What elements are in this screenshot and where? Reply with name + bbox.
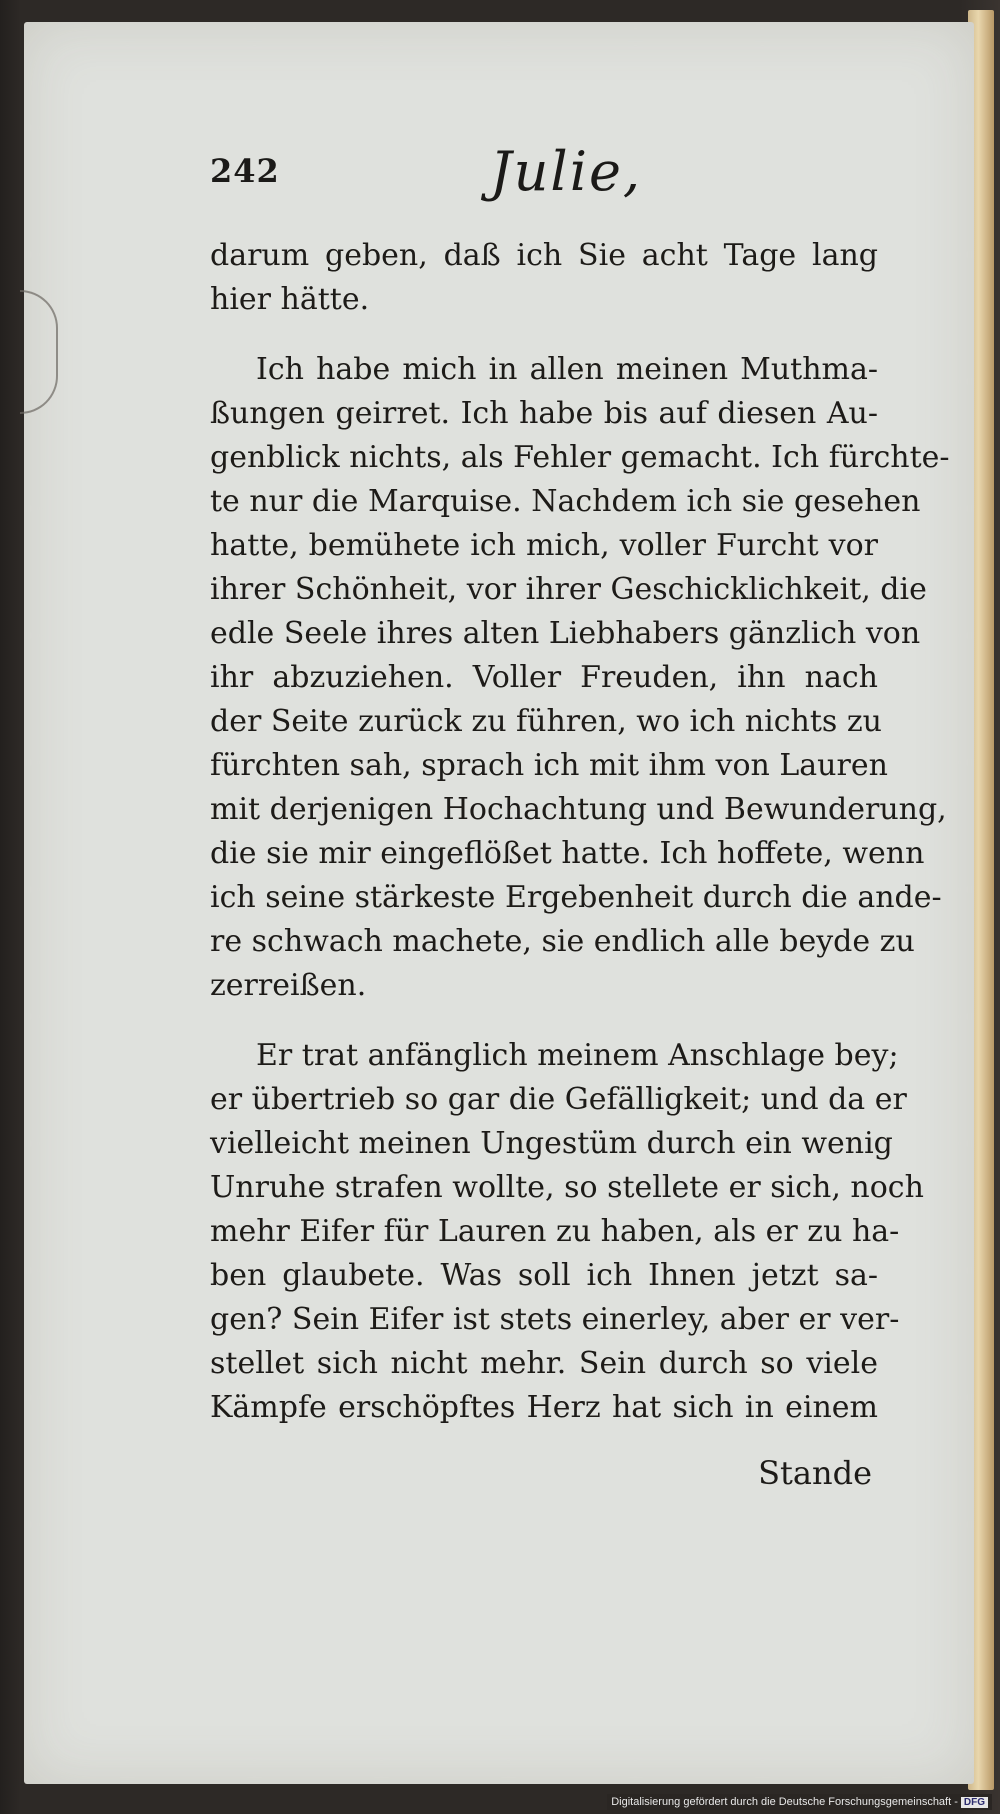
text-line: te nur die Marquise. Nachdem ich sie gesehen [210,484,921,519]
paragraph-2 [210,348,950,1008]
paragraph-1 [210,234,878,322]
text-line: er übertrieb so gar die Gefälligkeit; und da er [210,1082,907,1117]
text-line: edle Seele ihres alten Liebhabers gänzlich von [210,616,921,651]
text-line: Er trat anfänglich meinem Anschlage bey; [256,1038,899,1073]
text-line: vielleicht meinen Ungestüm durch ein wenig [210,1126,893,1161]
running-title: Julie, [490,140,643,203]
text-line: stellet sich nicht mehr. Sein durch so viele [210,1346,878,1381]
text-line: Kämpfe erschöpftes Herz hat sich in einem [210,1390,878,1425]
digitization-credit [607,1794,992,1810]
text-line: ihrer Schönheit, vor ihrer Geschicklichkeit, die [210,572,927,607]
page-number: 242 [210,152,280,190]
text-line: mehr Eifer für Lauren zu haben, als er zu ha- [210,1214,900,1249]
text-line: zerreißen. [210,968,367,1003]
text-line: ßungen geirret. Ich habe bis auf diesen Au- [210,396,878,431]
dfg-logo: DFG [961,1797,988,1808]
text-line: ihr abzuziehen. Voller Freuden, ihn nach [210,660,878,695]
text-line: re schwach machete, sie endlich alle beyde zu [210,924,915,959]
text-line: darum geben, daß ich Sie acht Tage lang [210,238,878,273]
text-line: Unruhe strafen wollte, so stellete er sich, noch [210,1170,924,1205]
page-header [210,140,910,220]
text-line: fürchten sah, sprach ich mit ihm von Lauren [210,748,888,783]
text-line: der Seite zurück zu führen, wo ich nichts zu [210,704,882,739]
text-line: gen? Sein Eifer ist stets einerley, aber er ver- [210,1302,900,1337]
text-line: ben glaubete. Was soll ich Ihnen jetzt sa- [210,1258,878,1293]
text-line: mit derjenigen Hochachtung und Bewunderung, [210,792,947,827]
text-line: hier hätte. [210,282,370,317]
catchword: Stande [758,1454,872,1492]
paragraph-3 [210,1034,924,1430]
text-line: ich seine stärkeste Ergebenheit durch die ande- [210,880,942,915]
body-text [210,234,950,1456]
credit-text: Digitalisierung gefördert durch die Deutsche Forschungsgemeinschaft - [611,1796,958,1808]
text-line: genblick nichts, als Fehler gemacht. Ich fürchte- [210,440,950,475]
text-line: die sie mir eingeflößet hatte. Ich hoffete, wenn [210,836,925,871]
text-line: Ich habe mich in allen meinen Muthma- [256,352,878,387]
binding-ring-mark [20,290,58,414]
text-line: hatte, bemühete ich mich, voller Furcht vor [210,528,878,563]
